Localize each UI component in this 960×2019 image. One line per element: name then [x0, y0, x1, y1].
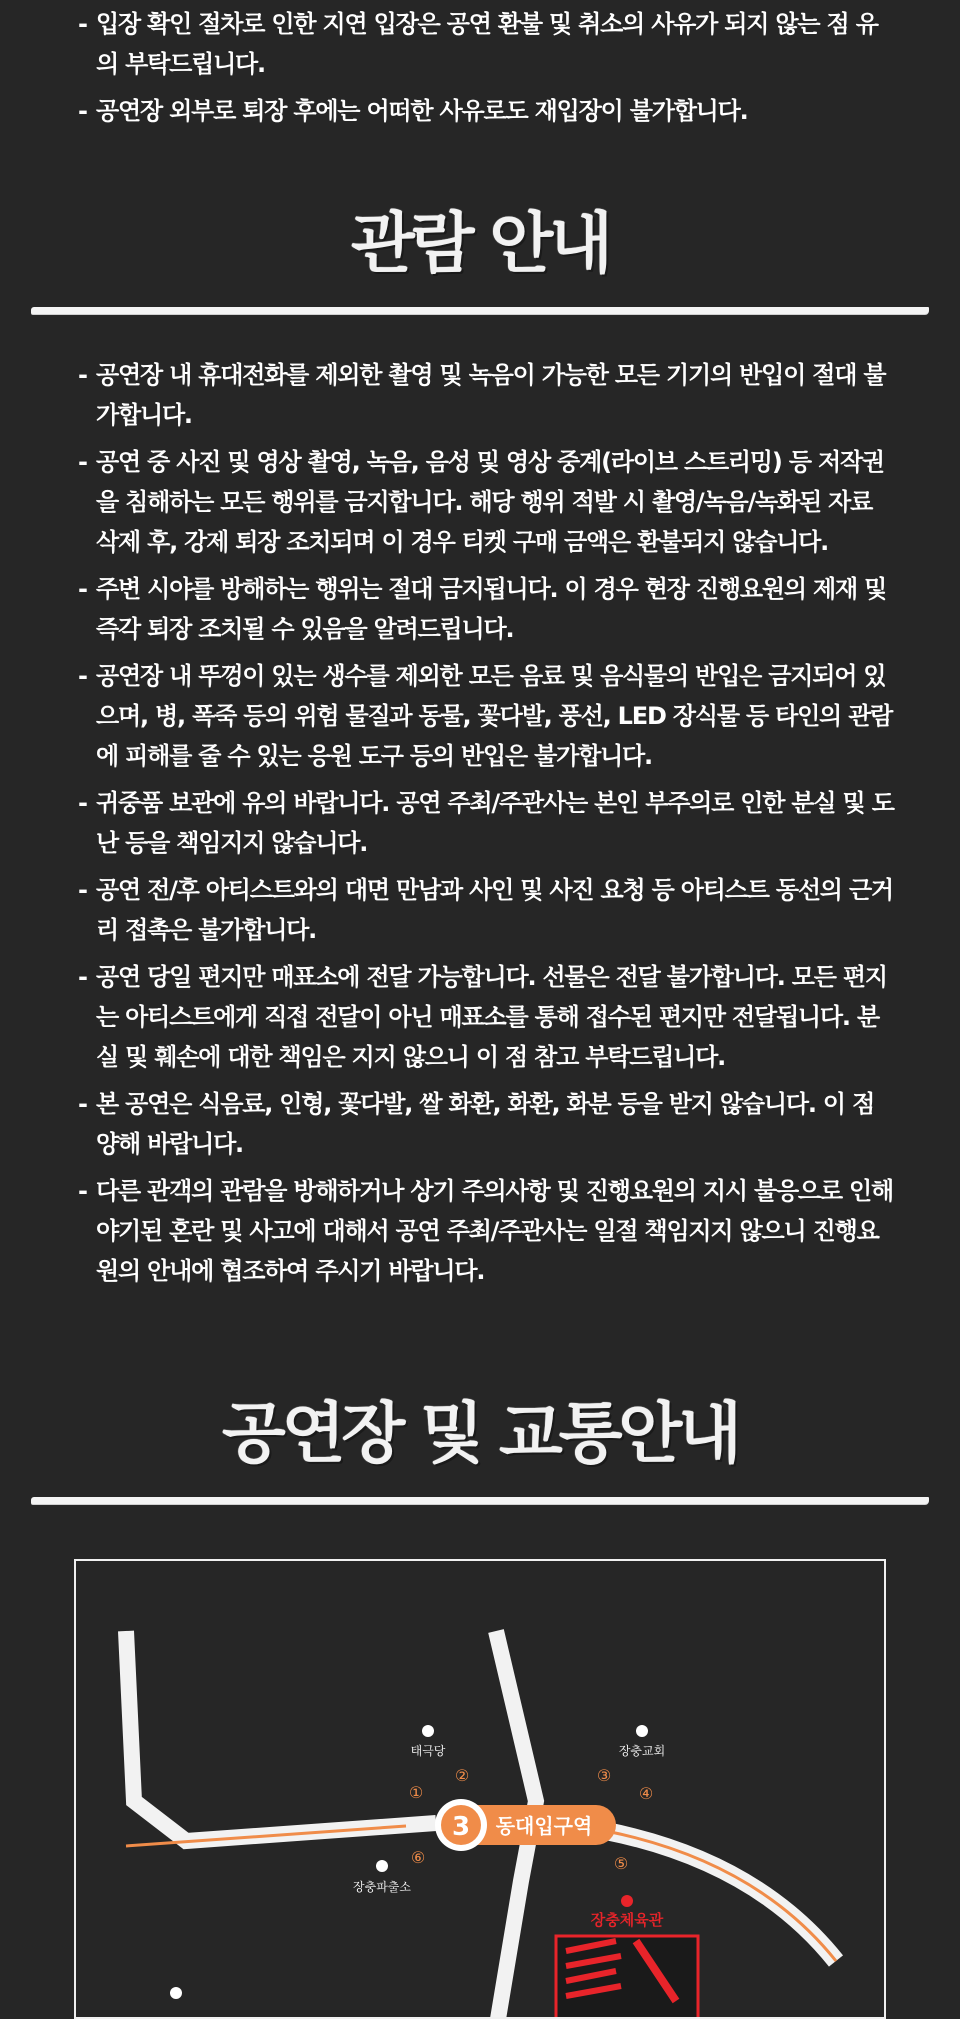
- exit-number: ①: [408, 1783, 424, 1802]
- list-item: - 귀중품 보관에 유의 바랍니다. 공연 주최/주관사는 본인 부주의로 인한 분실 및 도난 등을 책임지지 않습니다.: [78, 789, 894, 857]
- line-number: 3: [451, 1812, 471, 1842]
- list-item: - 공연 전/후 아티스트와의 대면 만남과 사인 및 사진 요청 등 아티스트 동선의 근거리 접촉은 불가합니다.: [78, 876, 893, 944]
- section-divider: [31, 1497, 929, 1504]
- landmark-dot: [376, 1860, 388, 1872]
- station-name: 동대입구역: [495, 1814, 593, 1838]
- list-item: - 공연 당일 편지만 매표소에 전달 가능합니다. 선물은 전달 불가합니다. 모든 편지는 아티스트에게 직접 전달이 아닌 매표소를 통해 접수된 편지만 전달됩니다. 분실 및 훼손에 대한 책임은 지지 않으니 이 점 참고 부탁드립니다.: [78, 963, 887, 1071]
- entry-notes: [0, 4, 898, 138]
- list-item: - 입장 확인 절차로 인한 지연 입장은 공연 환불 및 취소의 사유가 되지 않는 점 유의 부탁드립니다.: [78, 10, 878, 78]
- landmark-dot: [422, 1725, 434, 1737]
- landmark-dot: [170, 1987, 182, 1999]
- section-title: 관람 안내: [350, 205, 609, 282]
- exit-number: ②: [454, 1766, 470, 1785]
- exit-number: ③: [596, 1766, 612, 1785]
- list-item: - 공연장 내 뚜껑이 있는 생수를 제외한 모든 음료 및 음식물의 반입은 금지되어 있으며, 병, 폭죽 등의 위험 물질과 동물, 꽃다발, 풍선, LED 장식물 등 타인의 관람에 피해를 줄 수 있는 응원 도구 등의 반입은 불가합니다.: [78, 662, 893, 770]
- list-item: - 공연 중 사진 및 영상 촬영, 녹음, 음성 및 영상 중계(라이브 스트리밍) 등 저작권을 침해하는 모든 행위를 금지합니다. 해당 행위 적발 시 촬영/녹음/녹화된 자료 삭제 후, 강제 퇴장 조치되며 이 경우 티켓 구매 금액은 환불되지 않습니다.: [78, 448, 884, 556]
- list-item: - 다른 관객의 관람을 방해하거나 상기 주의사항 및 진행요원의 지시 불응으로 인해 야기된 혼란 및 사고에 대해서 공연 주최/주관사는 일절 책임지지 않으니 진행요원의 안내에 협조하여 주시기 바랍니다.: [78, 1177, 894, 1285]
- landmark-dot: [636, 1725, 648, 1737]
- list-item: - 공연장 내 휴대전화를 제외한 촬영 및 녹음이 가능한 모든 기기의 반입이 절대 불가합니다.: [78, 361, 886, 429]
- exit-number: ⑤: [613, 1854, 629, 1873]
- landmark-label: 태극당: [410, 1744, 446, 1758]
- list-item: - 본 공연은 식음료, 인형, 꽃다발, 쌀 화환, 화환, 화분 등을 받지 않습니다. 이 점 양해 바랍니다.: [78, 1090, 875, 1158]
- venue-section: [0, 1380, 960, 1504]
- road-west: [126, 1631, 436, 1841]
- viewing-notes: [0, 355, 898, 1298]
- viewing-section: [0, 190, 960, 314]
- section-divider: [31, 307, 929, 314]
- exit-number: ⑥: [410, 1848, 426, 1867]
- landmark-label: 장충교회: [618, 1744, 666, 1758]
- venue-map: [74, 1559, 886, 2019]
- venue-dot: [621, 1895, 633, 1907]
- landmark-label: 장충파출소: [353, 1880, 411, 1894]
- venue-name: 장충체육관: [590, 1911, 664, 1929]
- list-item: - 공연장 외부로 퇴장 후에는 어떠한 사유로도 재입장이 불가합니다.: [78, 97, 748, 125]
- map-svg: [76, 1561, 886, 2019]
- section-title: 공연장 및 교통안내: [221, 1395, 738, 1472]
- exit-number: ④: [638, 1784, 654, 1803]
- list-item: - 주변 시야를 방해하는 행위는 절대 금지됩니다. 이 경우 현장 진행요원의 제재 및 즉각 퇴장 조치될 수 있음을 알려드립니다.: [78, 575, 887, 643]
